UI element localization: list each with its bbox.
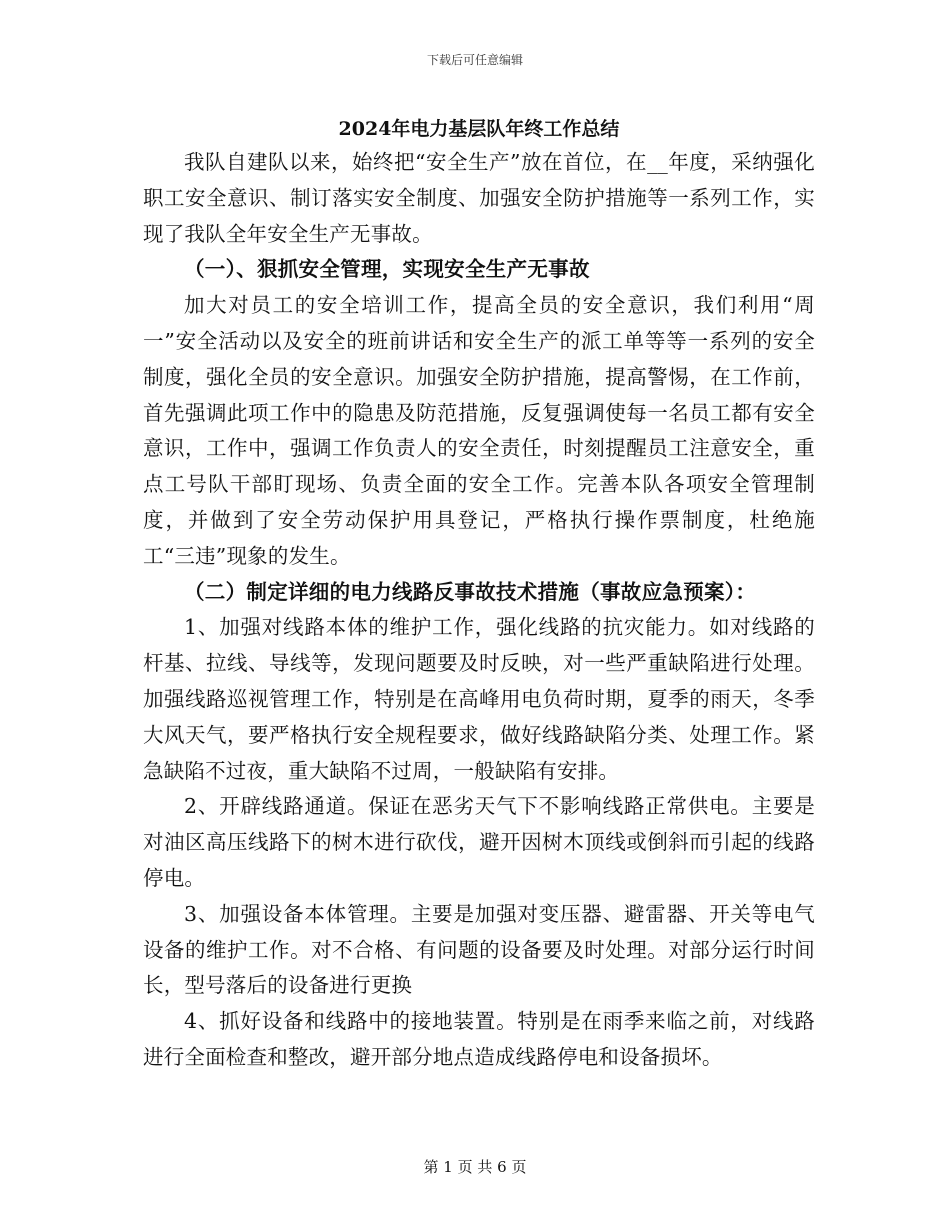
section-2-item-2: 2、开辟线路通道。保证在恶劣天气下不影响线路正常供电。主要是对油区高压线路下的树木进行砍伐，避开因树木顶线或倒斜而引起的线路停电。 — [143, 794, 815, 890]
section-2-item-3: 3、加强设备本体管理。主要是加强对变压器、避雷器、开关等电气设备的维护工作。对不合格、有问题的设备要及时处理。对部分运行时间长，型号落后的设备进行更换 — [143, 901, 815, 998]
page-footer: 第 1 页 共 6 页 — [423, 1158, 527, 1176]
section-1-paragraph: 加大对员工的安全培训工作，提高全员的安全意识，我们利用“周一”安全活动以及安全的班前讲话和安全生产的派工单等等一系列的安全制度，强化全员的安全意识。加强安全防护措施，提高警惕，在工作前，首先强调此项工作中的隐患及防范措施，反复强调使每一名员工都有安全意识，工作中，强调工作负责人的安全责任，时刻提醒员工注意安全，重点工号队干部盯现场、负责全面的安全工作。完善本队各项安全管理制度，并做到了安全劳动保护用具登记，严格执行操作票制度，杜绝施工“三违”现象的发生。 — [143, 293, 815, 568]
document-body — [143, 113, 815, 1076]
section-1-heading: （一）、狠抓安全管理，实现安全生产无事故 — [184, 257, 590, 282]
section-2-item-1: 1、加强对线路本体的维护工作，强化线路的抗灾能力。如对线路的杆基、拉线、导线等，发现问题要及时反映，对一些严重缺陷进行处理。加强线路巡视管理工作，特别是在高峰用电负荷时期，夏季的雨天，冬季大风天气，要严格执行安全规程要求，做好线路缺陷分类、处理工作。紧急缺陷不过夜，重大缺陷不过周，一般缺陷有安排。 — [143, 615, 815, 783]
section-2-heading: （二）制定详细的电力线路反事故技术措施（事故应急预案）： — [184, 579, 757, 604]
intro-paragraph: 我队自建队以来，始终把“安全生产”放在首位，在__年度，采纳强化职工安全意识、制订落实安全制度、加强安全防护措施等一系列工作，实现了我队全年安全生产无事故。 — [143, 150, 815, 246]
document-title: 2024年电力基层队年终工作总结 — [338, 118, 620, 140]
page-header: 下载后可任意编辑 — [426, 53, 523, 67]
section-2-item-4: 4、抓好设备和线路中的接地装置。特别是在雨季来临之前，对线路进行全面检查和整改，避开部分地点造成线路停电和设备损坏。 — [143, 1009, 815, 1069]
